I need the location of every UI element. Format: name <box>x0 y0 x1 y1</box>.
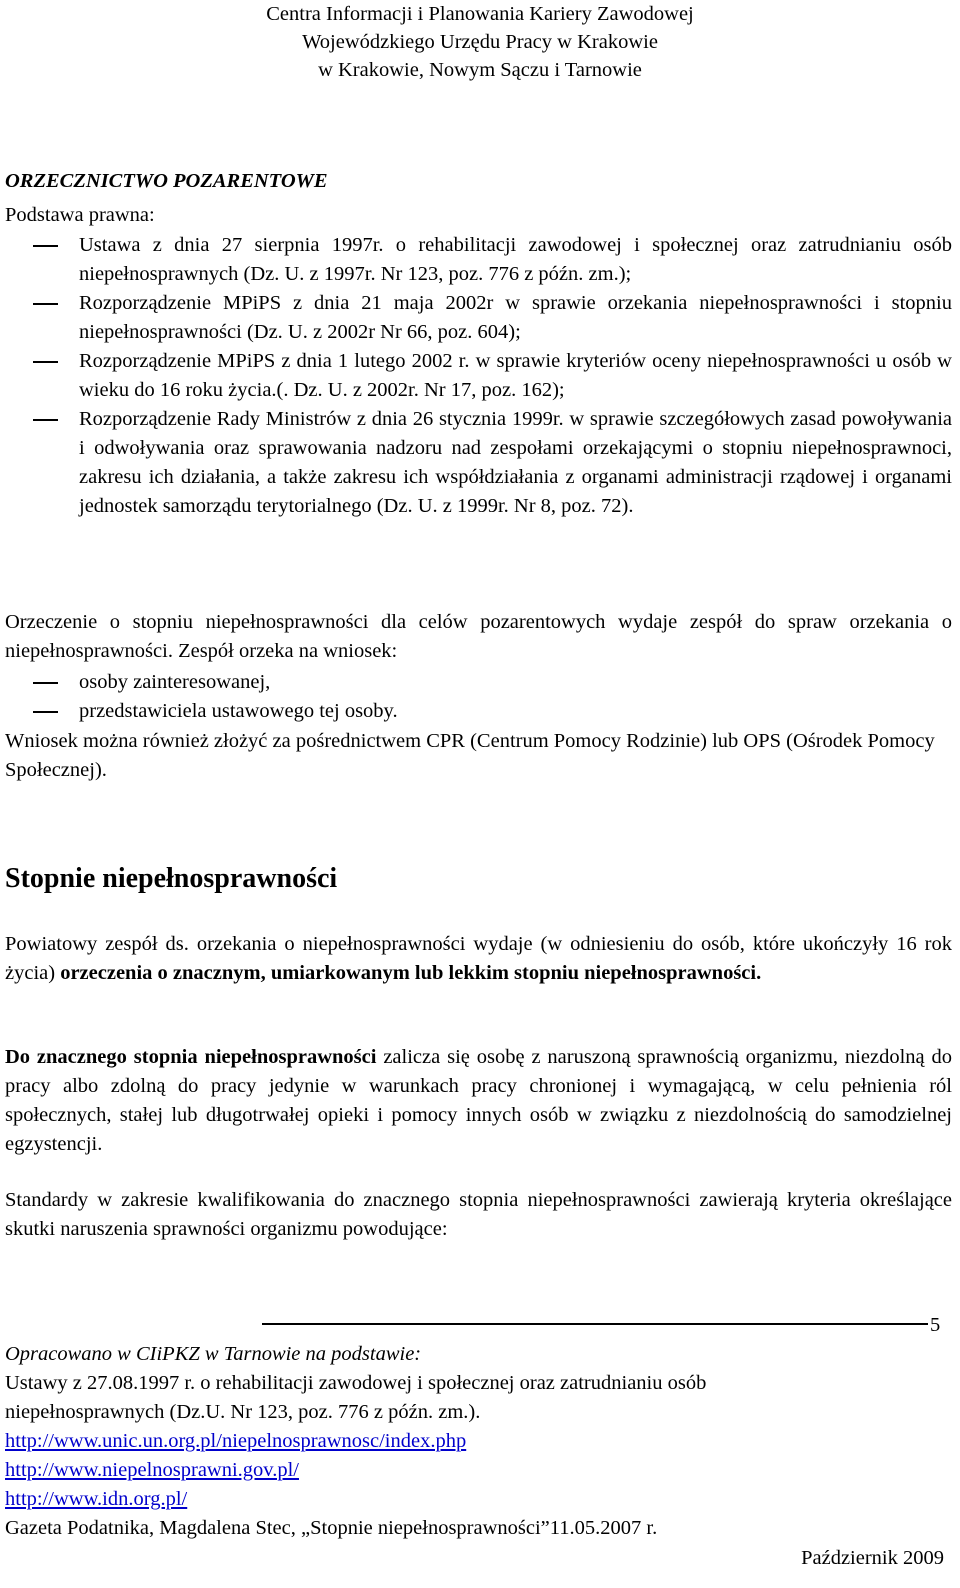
page-header <box>0 0 960 84</box>
legal-item <box>5 347 952 405</box>
source-link-unic[interactable]: http://www.unic.un.org.pl/niepelnosprawnosc/index.php <box>5 1430 467 1452</box>
legal-item-text: Rozporządzenie Rady Ministrów z dnia 26 stycznia 1999r. w sprawie szczegółowych zasad powoływania i odwoływania oraz sprawowania nadzoru nad zespołami orzekającymi o stopniu niepełnosprawnoci, zakresu ich działania, a także zakresu ich współdziałania z organami administracji rządowej i organami jednostek samorządu terytorialnego (Dz. U. z 1999r. Nr 8, poz. 72). <box>79 408 952 517</box>
section-title-orzecznictwo: ORZECZNICTWO POZARENTOWE <box>5 170 328 192</box>
legal-item <box>5 405 952 521</box>
source-label: Opracowano w CIiPKZ w Tarnowie na podstawie: <box>5 1343 422 1365</box>
legal-item-text: Rozporządzenie MPiPS z dnia 21 maja 2002r w sprawie orzekania niepełnosprawności i stopniu niepełnosprawności (Dz. U. z 2002r Nr 66, poz. 604); <box>79 292 952 343</box>
applicants-list <box>5 668 952 726</box>
powiatowy-paragraph <box>5 930 952 988</box>
wniosek-paragraph: Wniosek można również złożyć za pośrednictwem CPR (Centrum Pomocy Rodzinie) lub OPS (Ośrodek Pomocy Społecznej). <box>5 730 935 781</box>
legal-basis-list <box>5 231 952 521</box>
standardy-paragraph: Standardy w zakresie kwalifikowania do znacznego stopnia niepełnosprawności zawierają kryteria określające skutki naruszenia sprawności organizmu powodujące: <box>5 1189 952 1240</box>
header-line-3: w Krakowie, Nowym Sączu i Tarnowie <box>318 59 642 81</box>
orzeczenie-paragraph: Orzeczenie o stopniu niepełnosprawności dla celów pozarentowych wydaje zespół do spraw orzekania o niepełnosprawności. Zespół orzeka na wniosek: <box>5 611 952 662</box>
legal-basis-label: Podstawa prawna: <box>5 204 155 226</box>
znaczny-text: zalicza się osobę z naruszoną sprawnością organizmu, niezdolną do pracy albo zdolną do pracy jedynie w warunkach pracy chronionej i wymagającą, w celu pełnienia ról społecznych, stałej lub długotrwałej opieki i pomocy innych osób w związku z niezdolnością do samodzielnej egzystencji. <box>5 1046 952 1155</box>
legal-item-text: Ustawa z dnia 27 sierpnia 1997r. o rehabilitacji zawodowej i społecznej oraz zatrudnianiu osób niepełnosprawnych (Dz. U. z 1997r. Nr 123, poz. 776 z późn. zm.); <box>79 234 952 285</box>
dash-bullet-icon <box>33 303 58 305</box>
source-line: Ustawy z 27.08.1997 r. o rehabilitacji zawodowej i społecznej oraz zatrudnianiu osób <box>5 1372 707 1394</box>
powiatowy-bold-text: orzeczenia o znacznym, umiarkowanym lub lekkim stopniu niepełnosprawności. <box>60 962 762 984</box>
powiatowy-text: Powiatowy zespół ds. orzekania o niepełnosprawności wydaje (w odniesieniu do osób, które ukończyły 16 rok życia) <box>5 933 952 984</box>
footer-rule <box>262 1323 928 1325</box>
page-number: 5 <box>930 1314 941 1336</box>
header-line-1: Centra Informacji i Planowania Kariery Zawodowej <box>266 3 694 25</box>
applicant-item <box>5 697 952 726</box>
dash-bullet-icon <box>33 361 58 363</box>
znaczny-bold-text: Do znacznego stopnia niepełnosprawności <box>5 1046 377 1068</box>
dash-bullet-icon <box>33 419 58 421</box>
header-line-2: Wojewódzkiego Urzędu Pracy w Krakowie <box>302 31 658 53</box>
section-title-stopnie: Stopnie niepełnosprawności <box>5 863 338 894</box>
source-line: niepełnosprawnych (Dz.U. Nr 123, poz. 776 z późn. zm.). <box>5 1401 481 1423</box>
source-link-idn[interactable]: http://www.idn.org.pl/ <box>5 1488 188 1510</box>
applicant-text: osoby zainteresowanej, <box>79 671 271 693</box>
dash-bullet-icon <box>33 245 58 247</box>
znaczny-paragraph <box>5 1043 952 1159</box>
legal-item-text: Rozporządzenie MPiPS z dnia 1 lutego 2002 r. w sprawie kryteriów oceny niepełnosprawności u osób w wieku do 16 roku życia.(. Dz. U. z 2002r. Nr 17, poz. 162); <box>79 350 952 401</box>
applicant-item <box>5 668 952 697</box>
applicant-text: przedstawiciela ustawowego tej osoby. <box>79 700 398 722</box>
source-link-niepelnosprawni[interactable]: http://www.niepelnosprawni.gov.pl/ <box>5 1459 299 1481</box>
legal-item <box>5 289 952 347</box>
dash-bullet-icon <box>33 682 58 684</box>
gazette-source: Gazeta Podatnika, Magdalena Stec, „Stopnie niepełnosprawności”11.05.2007 r. <box>5 1517 658 1539</box>
document-date: Październik 2009 <box>801 1547 944 1569</box>
legal-item <box>5 231 952 289</box>
footer <box>5 1340 955 1543</box>
dash-bullet-icon <box>33 711 58 713</box>
